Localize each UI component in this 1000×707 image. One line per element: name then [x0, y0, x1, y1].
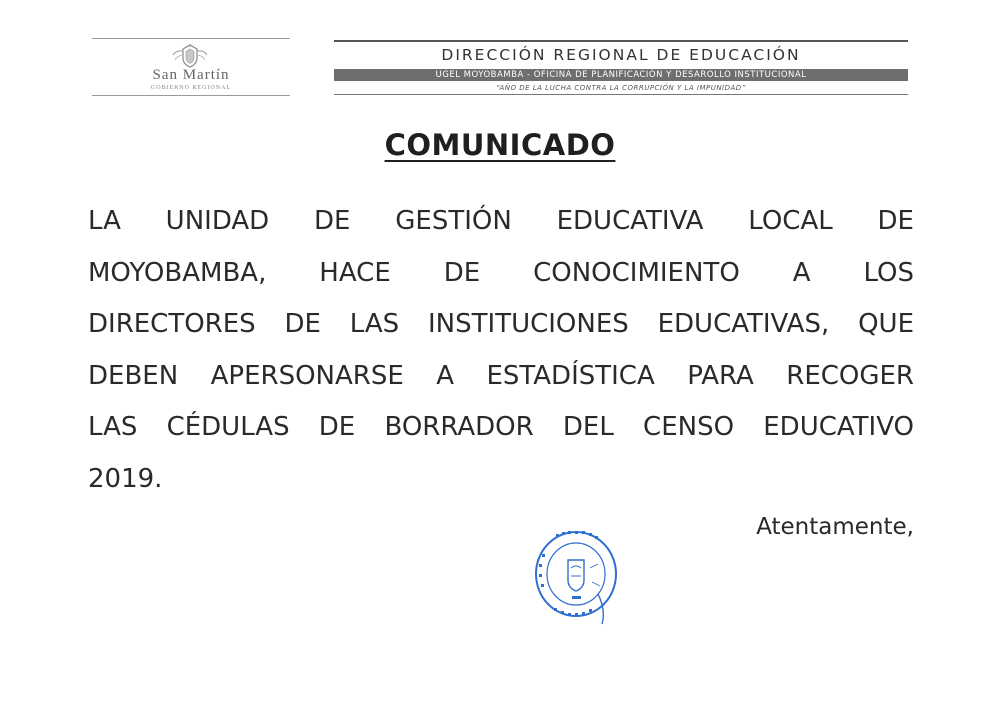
document-title: COMUNICADO	[384, 128, 616, 162]
regional-crest-icon	[170, 43, 210, 69]
institution-subtitle: UGEL MOYOBAMBA - OFICINA DE PLANIFICACIÓN Y DESAROLLO INSTITUCIONAL	[334, 69, 908, 81]
logo-subtitle: GOBIERNO REGIONAL	[150, 85, 232, 91]
logo-name: San Martín	[152, 67, 230, 83]
official-seal-icon	[528, 524, 626, 628]
document-body	[88, 196, 914, 505]
body-line: LA UNIDAD DE GESTIÓN EDUCATIVA LOCAL DE	[88, 206, 914, 236]
institution-header	[334, 40, 908, 96]
body-line: 2019.	[88, 463, 163, 494]
body-line: MOYOBAMBA, HACE DE CONOCIMIENTO A LOS	[88, 257, 914, 288]
closing-text: Atentamente,	[756, 514, 914, 540]
body-line: DIRECTORES DE LAS INSTITUCIONES EDUCATIVAS, QUE	[88, 309, 914, 339]
regional-logo	[92, 38, 290, 96]
institution-motto: “AÑO DE LA LUCHA CONTRA LA CORRUPCIÓN Y LA IMPUNIDAD”	[334, 83, 908, 95]
institution-title: DIRECCIÓN REGIONAL DE EDUCACIÓN	[334, 40, 908, 68]
body-line: LAS CÉDULAS DE BORRADOR DEL CENSO EDUCATIVO	[88, 412, 914, 442]
body-line: DEBEN APERSONARSE A ESTADÍSTICA PARA RECOGER	[88, 360, 914, 391]
